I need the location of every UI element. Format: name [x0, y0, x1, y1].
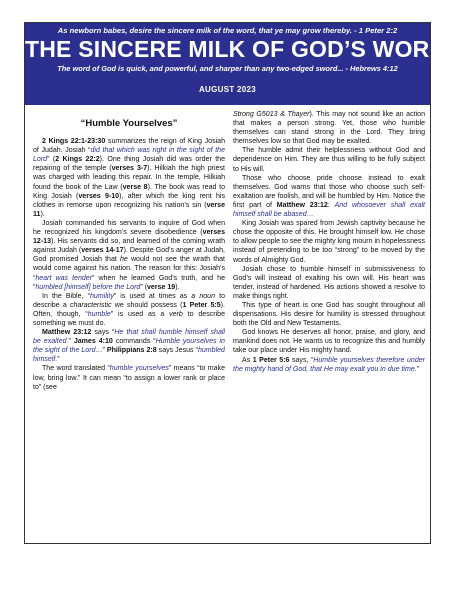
left-column: [33, 110, 225, 392]
paragraph: Those who choose pride choose instead to exalt themselves. God warns that those who choose such self-exaltation are foolish, and will be humbled by Him. Notice the first part of Matthew 23:12: And whosoever shall exalt himself shall be abased…: [233, 174, 426, 219]
paragraph: Josiah commanded his servants to inquire of God when he recognized his kingdom’s severe disobedience (verses 12-13). His servants did so, and learned of the coming wrath against Judah (verses 14-17). Despite God’s anger at Judah, God promised Josiah that he would not see the wrath that would come against his nation. The reason for this: Josiah’s “heart was tender” when he learned God’s truth, and he “humbled [himself] before the Lord” (verse 19).: [33, 219, 226, 291]
paragraph: King Josiah was spared from Jewish captivity because he chose the opposite of this. He brought himself low. He chose to allow people to see the mighty king mourn in hopelessness instead of pretending to be too “strong” to be moved by the words of Almighty God.: [233, 220, 425, 264]
newsletter-title: THE SINCERE MILK OF GOD’S WORD: [25, 36, 447, 62]
paragraph: Josiah chose to humble himself in submissiveness to God’s will instead of exalting his own will. His heart was tender, instead of hardened. His actions showed a resolve to make things right.: [233, 265, 425, 300]
issue-date: AUGUST 2023: [198, 85, 257, 94]
newsletter-page: [24, 22, 447, 544]
paragraph: In the Bible, “humility” is used at times as a noun to describe a characteristic we should possess (1 Peter 5:5). Often, though, “humble” is used as a verb to describe something we must do.: [33, 292, 225, 327]
paragraph: Strong G5013 & Thayer). This may not sound like an action that makes a person strong. Yet, those who humble themselves can stand strong in the Lord. They bring themselves low so that God may be exalted.: [233, 111, 425, 146]
header-quote-top: As newborn babes, desire the sincere milk of the word, that ye may grow thereby. - 1 Peter 2:2: [57, 26, 398, 35]
article-heading: “Humble Yourselves”: [80, 118, 178, 129]
paragraph: The word translated “humble yourselves” means “to make low, bring low.” It can mean “to assign a lower rank or place to” (see: [33, 365, 225, 391]
right-column: [233, 110, 425, 374]
paragraph: As 1 Peter 5:6 says, “Humble yourselves therefore under the mighty hand of God, that He may exalt you in due time.”: [233, 356, 425, 373]
paragraph: 2 Kings 22:1-23:30 summarizes the reign of King Josiah of Judah. Josiah “did that which was right in the sight of the Lord” (2 Kings 22:2). One thing Josiah did was order the repairing of the temple (verses 3-7). Hilkiah the high priest was charged with leading this repair. In the temple, Hilkiah found the book of the Law (verse 8). The book was read to King Josiah (verses 9-10), after which the king rent his clothes in remorse upon recognizing his nation’s sin (verse 11).: [33, 138, 226, 218]
paragraph: Matthew 23:12 says “He that shall humble himself shall be exalted.” James 4:10 commands “Humble yourselves in the sight of the Lord…” Philippians 2:8 says Jesus “humbled himself.”: [33, 329, 225, 364]
header-quote-bottom: The word of God is quick, and powerful, and sharper than any two-edged sword... - Hebrews 4:12: [57, 64, 398, 73]
header-banner: [25, 23, 447, 105]
paragraph: This type of heart is one God has sought throughout all dispensations. His desire for humility is stressed throughout both the Old and New Testaments.: [233, 301, 425, 328]
paragraph: God knows He deserves all honor, praise, and glory, and mankind does not. He wants us to recognize this and humbly take our place under His mighty hand.: [233, 329, 425, 355]
paragraph: The humble admit their helplessness without God and dependence on Him. They are thus willing to be fully subject to His will.: [233, 147, 425, 173]
